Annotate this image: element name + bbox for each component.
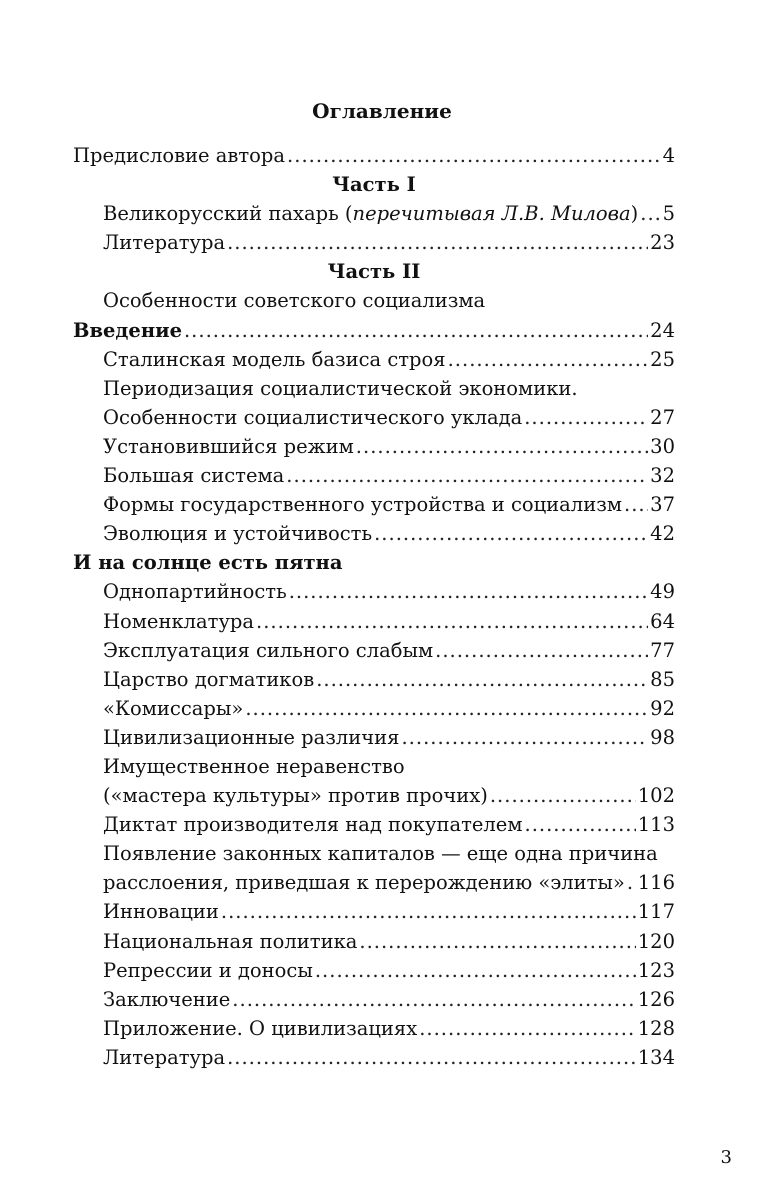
toc-entry — [73, 432, 675, 461]
toc-entry-title: Формы государственного устройства и социализм — [103, 493, 622, 517]
toc-entry-title: Предисловие автора — [73, 144, 286, 167]
dot-leader — [315, 956, 636, 985]
dot-leader — [525, 810, 636, 839]
toc-line — [73, 286, 675, 315]
dot-leader — [227, 1043, 636, 1072]
toc-page-number: 77 — [650, 638, 675, 662]
toc-page-number: 134 — [637, 1045, 675, 1069]
toc-entry-title: «Комиссары» — [103, 696, 244, 720]
dot-leader — [287, 141, 661, 170]
toc-entry — [73, 607, 675, 636]
toc-page-number: 123 — [637, 958, 675, 982]
toc-page-number: 92 — [650, 696, 675, 720]
dot-leader — [627, 868, 636, 897]
toc-entry-title: Национальная политика — [103, 929, 358, 953]
toc-entry — [73, 345, 675, 374]
toc-entry — [73, 810, 675, 839]
toc-entry — [73, 403, 675, 432]
toc-page-number: 64 — [650, 609, 675, 633]
dot-leader — [256, 607, 648, 636]
dot-leader — [316, 665, 648, 694]
toc-entry-title: Литература — [103, 1045, 226, 1069]
toc-entry-title: Имущественное неравенство — [103, 754, 405, 778]
dot-leader — [232, 985, 635, 1014]
toc-entry — [73, 490, 675, 519]
toc-page-number: 23 — [650, 231, 675, 255]
toc-page-number: 116 — [637, 871, 675, 895]
toc-entry-title: Репрессии и доносы — [103, 958, 313, 982]
toc-entry-title: Сталинская модель базиса строя — [103, 347, 446, 371]
page-number: 3 — [720, 1147, 732, 1168]
dot-leader — [448, 345, 649, 374]
dot-leader — [221, 897, 636, 926]
toc-entry — [73, 1014, 675, 1043]
dot-leader — [184, 316, 648, 345]
toc-entry — [73, 927, 675, 956]
dot-leader — [359, 927, 635, 956]
toc-entry — [73, 577, 675, 606]
toc-page-number: 98 — [650, 725, 675, 749]
toc-entry — [73, 665, 675, 694]
toc-entry-title: Особенности советского социализма — [103, 289, 486, 313]
toc-part-heading — [73, 170, 675, 199]
toc-entry-title: Приложение. О цивилизациях — [103, 1016, 418, 1040]
toc-entry — [73, 519, 675, 548]
toc-entry-title: Появление законных капиталов — еще одна причина — [103, 842, 658, 866]
toc-entry-title: Диктат производителя над покупателем — [103, 813, 523, 837]
dot-leader — [227, 228, 648, 257]
toc-line — [73, 548, 675, 577]
toc-page-number: 42 — [650, 522, 675, 546]
dot-leader — [374, 519, 648, 548]
toc-page-number: 102 — [637, 784, 675, 808]
toc-entry-title: Большая система — [103, 464, 285, 488]
toc-entry-title: Однопартийность — [103, 580, 287, 604]
part-title: Часть I — [332, 173, 416, 197]
dot-leader — [289, 577, 648, 606]
toc-entry-title: Великорусский пахарь (перечитывая Л.В. Милова) — [103, 202, 639, 226]
table-of-contents — [73, 141, 675, 1072]
toc-page-number: 5 — [662, 202, 675, 226]
toc-page-number: 128 — [637, 1016, 675, 1040]
dot-leader — [624, 490, 648, 519]
toc-part-heading — [73, 257, 675, 286]
toc-page-number: 117 — [637, 900, 675, 924]
dot-leader — [356, 432, 648, 461]
toc-entry — [73, 141, 675, 170]
toc-line — [73, 752, 675, 781]
toc-entry-title: Царство догматиков — [103, 667, 315, 691]
dot-leader — [419, 1014, 636, 1043]
toc-entry — [73, 694, 675, 723]
toc-entry-title: Заключение — [103, 987, 231, 1011]
toc-entry-title: Введение — [73, 318, 182, 342]
dot-leader — [490, 781, 636, 810]
toc-entry — [73, 781, 675, 810]
toc-page-number: 32 — [650, 464, 675, 488]
toc-entry — [73, 897, 675, 926]
dot-leader — [435, 636, 648, 665]
toc-entry-title: Периодизация социалистической экономики. — [103, 376, 578, 400]
toc-heading: Оглавление — [312, 99, 452, 123]
toc-entry-title: Литература — [103, 231, 226, 255]
toc-entry — [73, 868, 675, 897]
toc-entry-title: Эксплуатация сильного слабым — [103, 638, 434, 662]
toc-page-number: 113 — [637, 813, 675, 837]
dot-leader — [524, 403, 648, 432]
toc-entry-title: Особенности социалистического уклада — [103, 405, 523, 429]
toc-page-number: 30 — [650, 434, 675, 458]
toc-entry-title: расслоения, приведшая к перерождению «элиты» — [103, 871, 625, 895]
dot-leader — [245, 694, 648, 723]
toc-entry — [73, 985, 675, 1014]
toc-entry-title: («мастера культуры» против прочих) — [103, 784, 488, 808]
toc-entry — [73, 723, 675, 752]
toc-entry — [73, 316, 675, 345]
dot-leader — [401, 723, 648, 752]
toc-entry-title: Цивилизационные различия — [103, 725, 400, 749]
toc-entry-title: Номенклатура — [103, 609, 255, 633]
part-title: Часть II — [327, 260, 421, 284]
toc-line — [73, 839, 675, 868]
toc-entry-title: Инновации — [103, 900, 219, 924]
toc-entry — [73, 956, 675, 985]
toc-page-number: 27 — [650, 405, 675, 429]
toc-page-number: 25 — [650, 347, 675, 371]
toc-line — [73, 374, 675, 403]
toc-entry — [73, 199, 675, 228]
toc-page-number: 126 — [637, 987, 675, 1011]
toc-entry-title: И на солнце есть пятна — [73, 551, 343, 575]
dot-leader — [640, 199, 660, 228]
toc-page-number: 24 — [650, 318, 675, 342]
toc-entry — [73, 1043, 675, 1072]
toc-page-number: 49 — [650, 580, 675, 604]
toc-page-number: 120 — [637, 929, 675, 953]
toc-page-number: 4 — [662, 144, 675, 167]
toc-entry — [73, 461, 675, 490]
dot-leader — [286, 461, 648, 490]
toc-entry — [73, 636, 675, 665]
toc-page-number: 37 — [650, 493, 675, 517]
toc-entry-title: Эволюция и устойчивость — [103, 522, 373, 546]
toc-entry — [73, 228, 675, 257]
toc-entry-title: Установившийся режим — [103, 434, 354, 458]
toc-page-number: 85 — [650, 667, 675, 691]
